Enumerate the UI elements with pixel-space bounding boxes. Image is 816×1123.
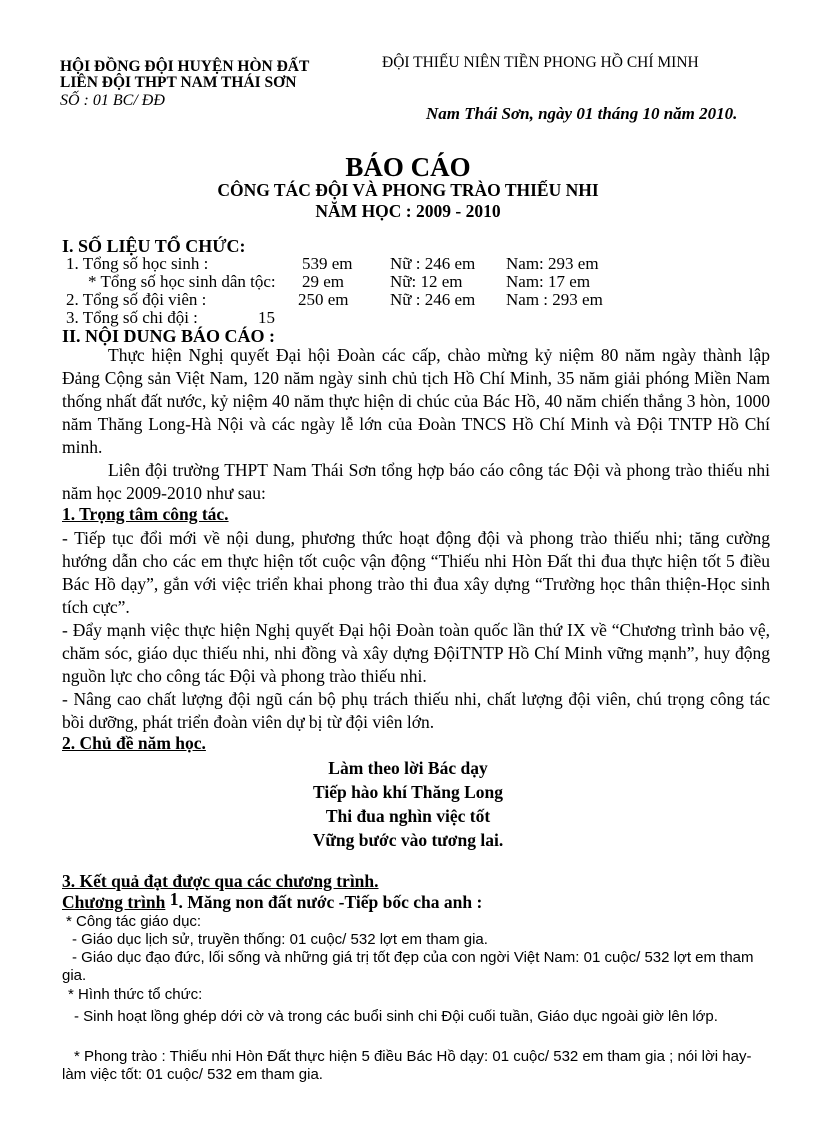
intro-paragraph-1: Thực hiện Nghị quyết Đại hội Đoàn các cấp, chào mừng kỷ niệm 80 năm ngày thành lập Đảng Cộng sản Việt Nam, 120 năm ngày sinh chủ tịch Hồ Chí Minh, 35 năm giải phóng Miền Nam thống nhất đất nước, kỷ niệm 40 năm thực hiện di chúc của Bác Hồ, 40 năm chiến thắng 3 hòn, 1000 năm Thăng Long-Hà Nội và các ngày lễ lớn của Đoàn TNCS Hồ Chí Minh và Đội TNTP Hồ Chí minh. [62, 345, 770, 457]
section-1-heading: I. SỐ LIỆU TỔ CHỨC: [62, 236, 246, 256]
results-heading: 3. Kết quả đạt được qua các chương trình. [62, 871, 379, 891]
date-line: Nam Thái Sơn, ngày 01 tháng 10 năm 2010. [426, 104, 738, 123]
org-line-2: LIÊN ĐỘI THPT NAM THÁI SƠN [60, 74, 297, 91]
organization-form-line: - Sinh hoạt lồng ghép dới cờ và trong các buổi sinh chi Đội cuối tuần, Giáo dục ngoài giờ lên lớp. [74, 1008, 718, 1025]
right-organization: ĐỘI THIẾU NIÊN TIỀN PHONG HỒ CHÍ MINH [382, 54, 699, 71]
education-heading: * Công tác giáo dục: [66, 913, 202, 930]
stat-male: Nam: 17 em [506, 272, 591, 291]
stat-male: Nam: 293 em [506, 254, 599, 273]
school-year: NĂM HỌC : 2009 - 2010 [315, 201, 501, 221]
program-heading [62, 889, 483, 913]
focus-heading: 1. Trọng tâm công tác. [62, 504, 229, 524]
stat-male: Nam : 293 em [506, 290, 603, 309]
theme-line: Tiếp hào khí Thăng Long [312, 782, 503, 802]
theme-line: Thi đua nghìn việc tốt [325, 806, 491, 826]
stat-total: 29 em [302, 272, 345, 291]
section-2-heading: II. NỘI DUNG BÁO CÁO : [62, 326, 276, 346]
organization-form-heading: * Hình thức tổ chức: [68, 986, 203, 1003]
stat-label: * Tổng số học sinh dân tộc: [88, 272, 276, 291]
stat-total: 250 em [298, 290, 349, 309]
program-label: Chương trình [62, 892, 166, 912]
focus-paragraph-2: - Đẩy mạnh việc thực hiện Nghị quyết Đại hội Đoàn toàn quốc lần thứ IX về “Chương trình bảo vệ, chăm sóc, giáo dục thiếu nhi, nhi đồng và xây dựng ĐộiTNTP Hồ Chí Minh vững mạnh”, huy động nguồn lực cho công tác Đội và phong trào thiếu nhi. [62, 620, 770, 686]
stat-label: 2. Tổng số đội viên : [66, 290, 207, 309]
movement-line: * Phong trào : Thiếu nhi Hòn Đất thực hiện 5 điều Bác Hồ dạy: 01 cuộc/ 532 em tham gia ; nói lời hay-làm việc tốt: 01 cuộc/ 532 em tham gia. [62, 1048, 752, 1083]
stat-female: Nữ : 246 em [390, 254, 476, 273]
focus-paragraph-1: - Tiếp tục đổi mới về nội dung, phương thức hoạt động đội và phong trào thiếu nhi; tăng cường hướng dẫn cho các em thực hiện tốt cuộc vận động “Thiếu nhi Hòn Đất thi đua thực hiện tốt 5 điều Bác Hồ dạy”, gắn với việc triển khai phong trào thi đua xây dựng “Trường học thân thiện-Học sinh tích cực”. [62, 528, 770, 617]
education-line-2: - Giáo dục đạo đức, lối sống và những giá trị tốt đẹp của con ngời Việt Nam: 01 cuộc/ 532 lợt em tham gia. [62, 949, 754, 984]
program-title: . Măng non đất nước -Tiếp bốc cha anh : [178, 892, 483, 912]
stat-label: 1. Tổng số học sinh : [66, 254, 209, 273]
theme-line: Vững bước vào tương lai. [312, 830, 504, 850]
stat-label: 3. Tổng số chi đội : [66, 308, 198, 327]
stat-female: Nữ : 246 em [390, 290, 476, 309]
stat-female: Nữ: 12 em [390, 272, 463, 291]
theme-line: Làm theo lời Bác dạy [328, 758, 488, 778]
education-line-1: - Giáo dục lịch sử, truyền thống: 01 cuộc/ 532 lợt em tham gia. [72, 931, 488, 948]
focus-paragraph-3: - Nâng cao chất lượng đội ngũ cán bộ phụ trách thiếu nhi, chất lượng đội viên, chú trọng công tác bồi dưỡng, phát triển đoàn viên dự bị từ đội viên lớn. [62, 689, 770, 732]
stat-total: 15 [258, 308, 275, 327]
report-subtitle: CÔNG TÁC ĐỘI VÀ PHONG TRÀO THIẾU NHI [217, 180, 599, 200]
stat-total: 539 em [302, 254, 353, 273]
report-title: BÁO CÁO [345, 152, 471, 182]
org-line-1: HỘI ĐỒNG ĐỘI HUYỆN HÒN ĐẤT [60, 58, 310, 75]
intro-paragraph-2: Liên đội trường THPT Nam Thái Sơn tổng hợp báo cáo công tác Đội và phong trào thiếu nhi năm học 2009-2010 như sau: [62, 460, 770, 503]
doc-number: SỐ : 01 BC/ ĐĐ [60, 92, 165, 109]
program-number: 1 [169, 889, 179, 909]
theme-heading: 2. Chủ đề năm học. [62, 733, 206, 753]
